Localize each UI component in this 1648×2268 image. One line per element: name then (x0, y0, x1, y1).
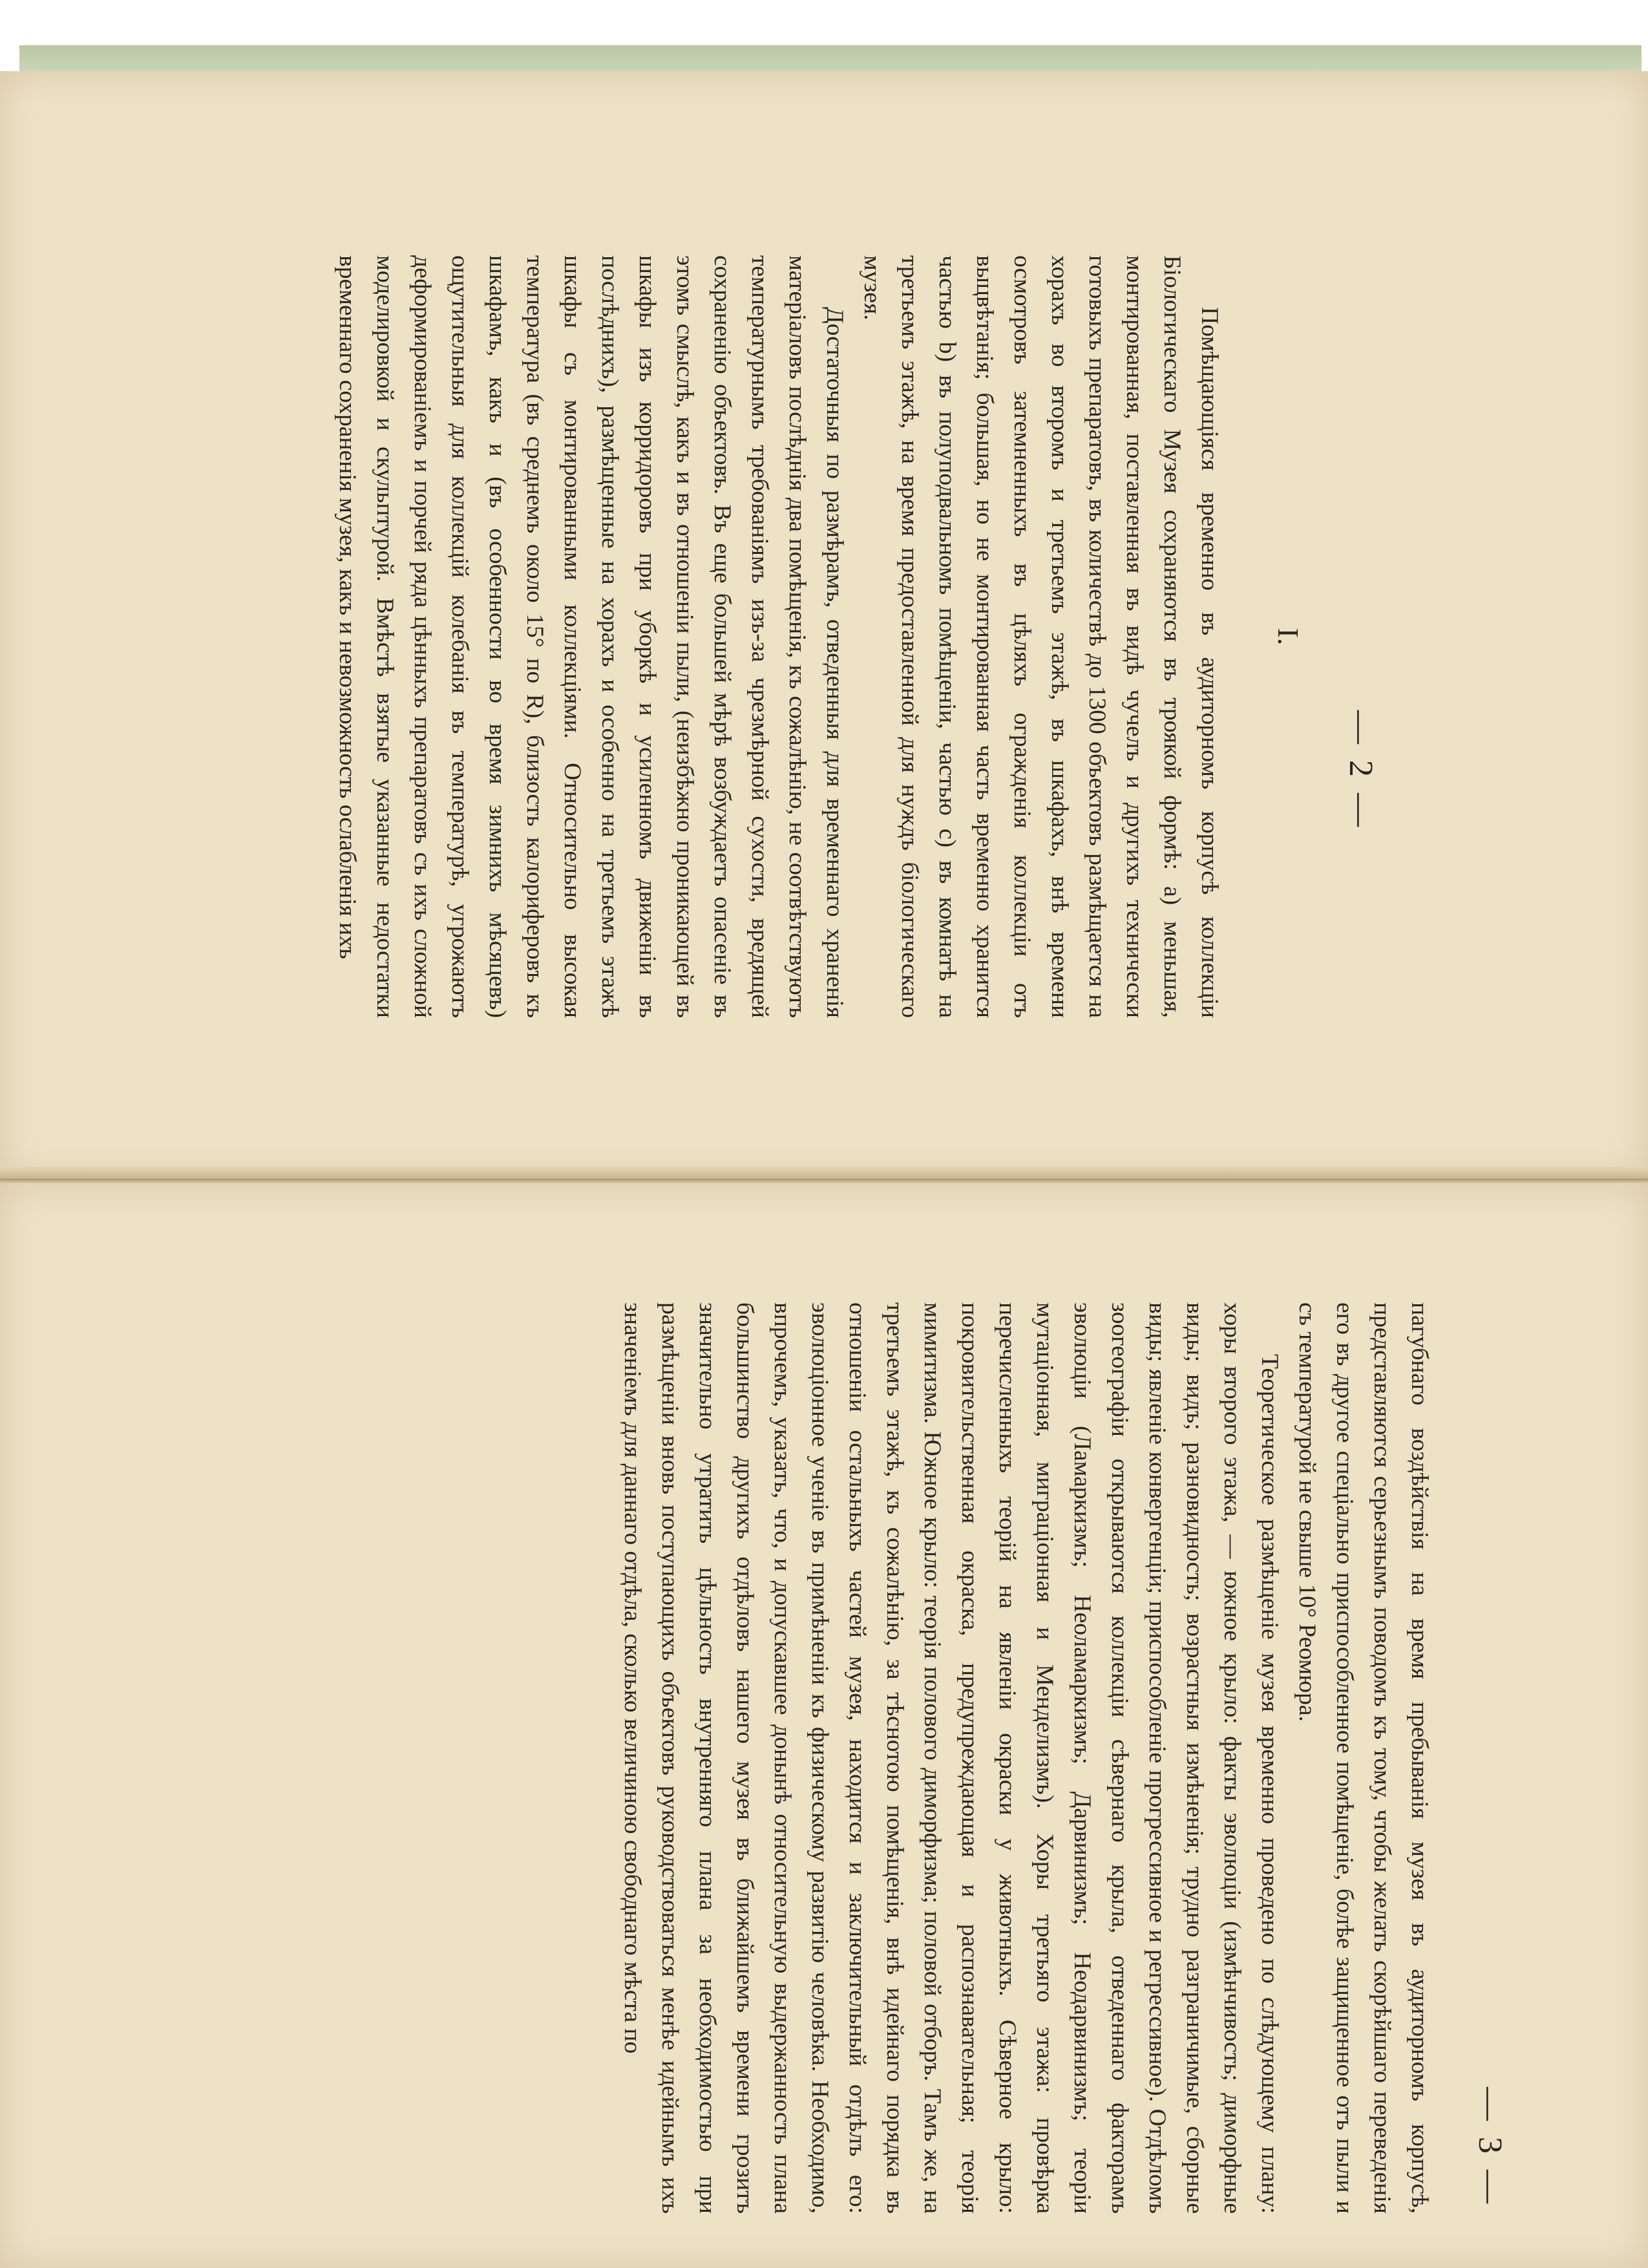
paragraph: Достаточныя по размѣрамъ, отведенныя для временнаго храненія матеріаловъ послѣднія два помѣщенія, къ сожалѣнію, не соотвѣтствуютъ температурнымъ требованіямъ изъ-за чрезмѣрной сухости, вредящей сохраненію объектовъ. Въ еще большей мѣрѣ возбуждаетъ опасеніе въ этомъ смыслѣ, какъ и въ отношеніи пыли, (неизбѣжно проникающей въ шкафы изъ корридоровъ при уборкѣ и усиленномъ движеніи въ послѣднихъ), размѣщенные на хорахъ и особенно на третьемъ этажѣ шкафы съ монтированными коллекціями. Относительно высокая температура (въ среднемъ около 15° по R), близость калориферовъ къ шкафамъ, какъ и (въ особенности во время зимнихъ мѣсяцевъ) ощутительныя для коллекцій колебанія въ температурѣ, угрожаютъ деформированіемъ и порчей ряда цѣнныхъ препаратовъ съ ихъ сложной моделировкой и скульптурой. Вмѣстѣ взятые указанные недостатки временнаго сохраненія музея, какъ и невозможность ослабленія ихъ (334, 255, 848, 1018)
page-number: — 3 — (1472, 2087, 1508, 2207)
section-number: I. (1272, 628, 1305, 646)
page-number: — 2 — (1342, 710, 1379, 831)
paragraph: Помѣщающіяся временно въ аудиторномъ корпусѣ коллекціи Біологическаго Музея сохраняются въ троякой формѣ: а) меньшая, монтированная, поставленная въ видѣ чучелъ и другихъ технически готовыхъ препаратовъ, въ количествѣ до 1300 объектовъ размѣщается на хорахъ во второмъ и третьемъ этажѣ, въ шкафахъ, внѣ времени осмотровъ затемненныхъ въ цѣляхъ огражденія коллекціи отъ выцвѣтанія; большая, но не монтированная часть временно хранится частью b) въ полуподвальномъ помѣщеніи, частью c) въ комнатѣ на третьемъ этажѣ, на время предоставленной для нуждъ біологическаго музея. (859, 255, 1223, 1018)
paragraph: Теоретическое размѣщеніе музея временно проведено по слѣдующему плану: хоры второго этажа, — южное крыло: факты эволюціи (измѣнчивость; диморфные виды; видъ; разновидность; возрастныя измѣненія; трудно разграничимые, сборные виды; явленіе конвергенціи; приспособленіе прогрессивное и регрессивное). Отдѣломъ зоогеографіи открываются коллекціи сѣвернаго крыла, отведеннаго факторамъ эволюціи (Ламаркизмъ; Неоламаркизмъ; Дарвинизмъ; Неодарвинизмъ; теоріи мутаціонная, миграціонная и Менделизмъ). Хоры третьяго этажа: провѣрка перечисленныхъ теорій на явленіи окраски у животныхъ. Сѣверное крыло: покровительственная окраска, предупреждающая и распознавательная; теорія мимитизма. Южное крыло: теорія полового диморфизма; половой отборъ. Тамъ же, на третьемъ этажѣ, къ сожалѣнію, за тѣснотою помѣщенія, внѣ идейнаго порядка въ отношеніи остальныхъ частей музея, находится и заключительный отдѣлъ его: эволюціонное ученіе въ примѣненіи къ физическому развитію человѣка. Необходимо, впрочемъ, указать, что, и допускавшее донынѣ относительную выдержанность плана большинство другихъ отдѣловъ нашего музея въ ближайшемъ времени грозитъ значительно утратить цѣльность внутренняго плана за необходимостью при размѣщеніи вновь поступающихъ объектовъ руководствоваться менѣе идейнымъ ихъ значеніемъ для даннаго отдѣла, сколько величиною свободнаго мѣста по (619, 1302, 1283, 2214)
paragraph: пагубнаго воздѣйствія на время пребыванія музея въ аудиторномъ корпусѣ, представляются серьезнымъ поводомъ къ тому, чтобы желать скорѣйшаго переведенія его въ другое спеціально приспособленное помѣщеніе, болѣе защищенное отъ пыли и съ температурой не свыше 10° Реомюра. (1294, 1302, 1433, 2214)
page-3-text (252, 1302, 1516, 2214)
page-2-body (328, 255, 1228, 1018)
page-3-body (613, 1302, 1438, 2214)
page-2-text (239, 255, 1383, 1018)
